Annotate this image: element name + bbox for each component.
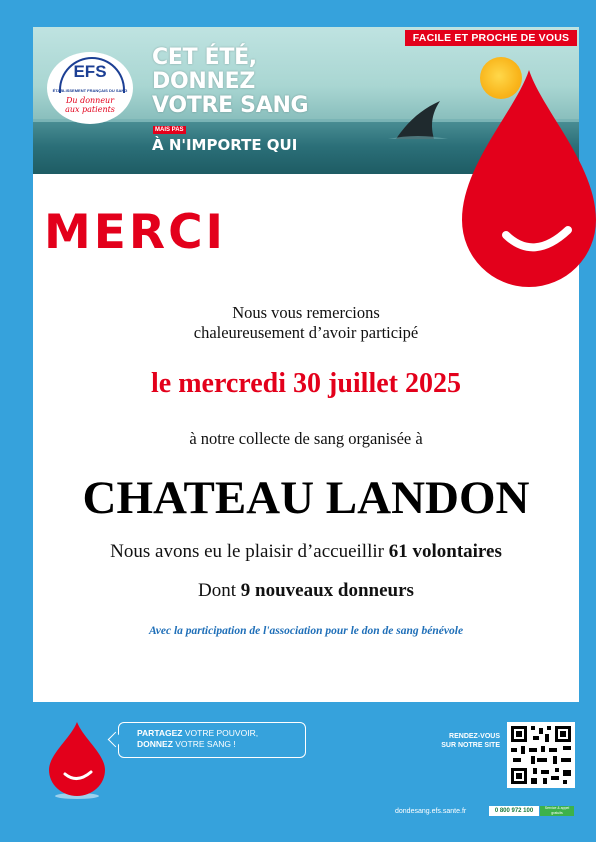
city-name: CHATEAU LANDON (82, 472, 530, 524)
callout-line2-rest: VOTRE SANG ! (175, 739, 236, 749)
rdv-line1: RENDEZ-VOUS (449, 733, 500, 740)
callout-line2-bold: DONNEZ (137, 739, 173, 749)
headline-line2: DONNEZ (152, 69, 255, 94)
intro-line1: Nous vous remercions (232, 303, 380, 322)
new-donors-count: 9 nouveaux donneurs (240, 580, 414, 601)
callout-line2 (137, 739, 305, 750)
volunteers-count: 61 volontaires (388, 541, 502, 562)
callout-tail (108, 732, 124, 748)
qr-code[interactable] (507, 722, 575, 788)
mais-pas-tag: MAIS PAS (155, 127, 184, 133)
new-donors-prefix: Dont (198, 580, 237, 601)
collect-text: à notre collecte de sang organisée à (189, 429, 423, 448)
collect-date: le mercredi 30 juillet 2025 (151, 368, 461, 399)
campaign-headline (152, 46, 308, 118)
volunteers-line (33, 541, 579, 563)
logo-tagline-line1: Du donneur (65, 96, 115, 105)
facile-badge: FACILE ET PROCHE DE VOUS (405, 30, 577, 46)
intro-line2: chaleureusement d’avoir participé (193, 323, 419, 342)
logo-acronym: EFS (73, 62, 107, 81)
rendez-vous-text (420, 732, 500, 750)
new-donors-line (33, 580, 579, 602)
phone-number[interactable]: 0 800 972 100 (489, 806, 539, 816)
shark-fin-icon (388, 99, 448, 139)
headline-line1: CET ÉTÉ, (152, 45, 257, 70)
free-call-badge: Service & appel gratuits (540, 806, 574, 816)
campaign-subline: À N'IMPORTE QUI (152, 136, 298, 154)
callout-line1-rest: VOTRE POUVOIR, (184, 728, 259, 738)
efs-logo (47, 52, 133, 124)
share-callout (118, 722, 306, 758)
volunteers-prefix: Nous avons eu le plaisir d’accueillir (110, 541, 384, 562)
logo-org-name: ÉTABLISSEMENT FRANÇAIS DU SANG (52, 88, 128, 93)
website-link[interactable]: dondesang.efs.sante.fr (395, 808, 467, 815)
callout-line1-bold: PARTAGEZ (137, 728, 183, 738)
association-note: Avec la participation de l'association pour le don de sang bénévole (148, 625, 464, 637)
logo-tagline-line2: aux patients (65, 105, 115, 114)
headline-line3: VOTRE SANG (152, 93, 309, 118)
callout-line1 (137, 728, 305, 739)
blood-drop-small-icon (47, 720, 107, 800)
rdv-line2: SUR NOTRE SITE (441, 742, 500, 749)
blood-drop-icon (462, 70, 596, 295)
logo-tagline (51, 96, 129, 114)
merci-title: MERCI (44, 205, 227, 260)
